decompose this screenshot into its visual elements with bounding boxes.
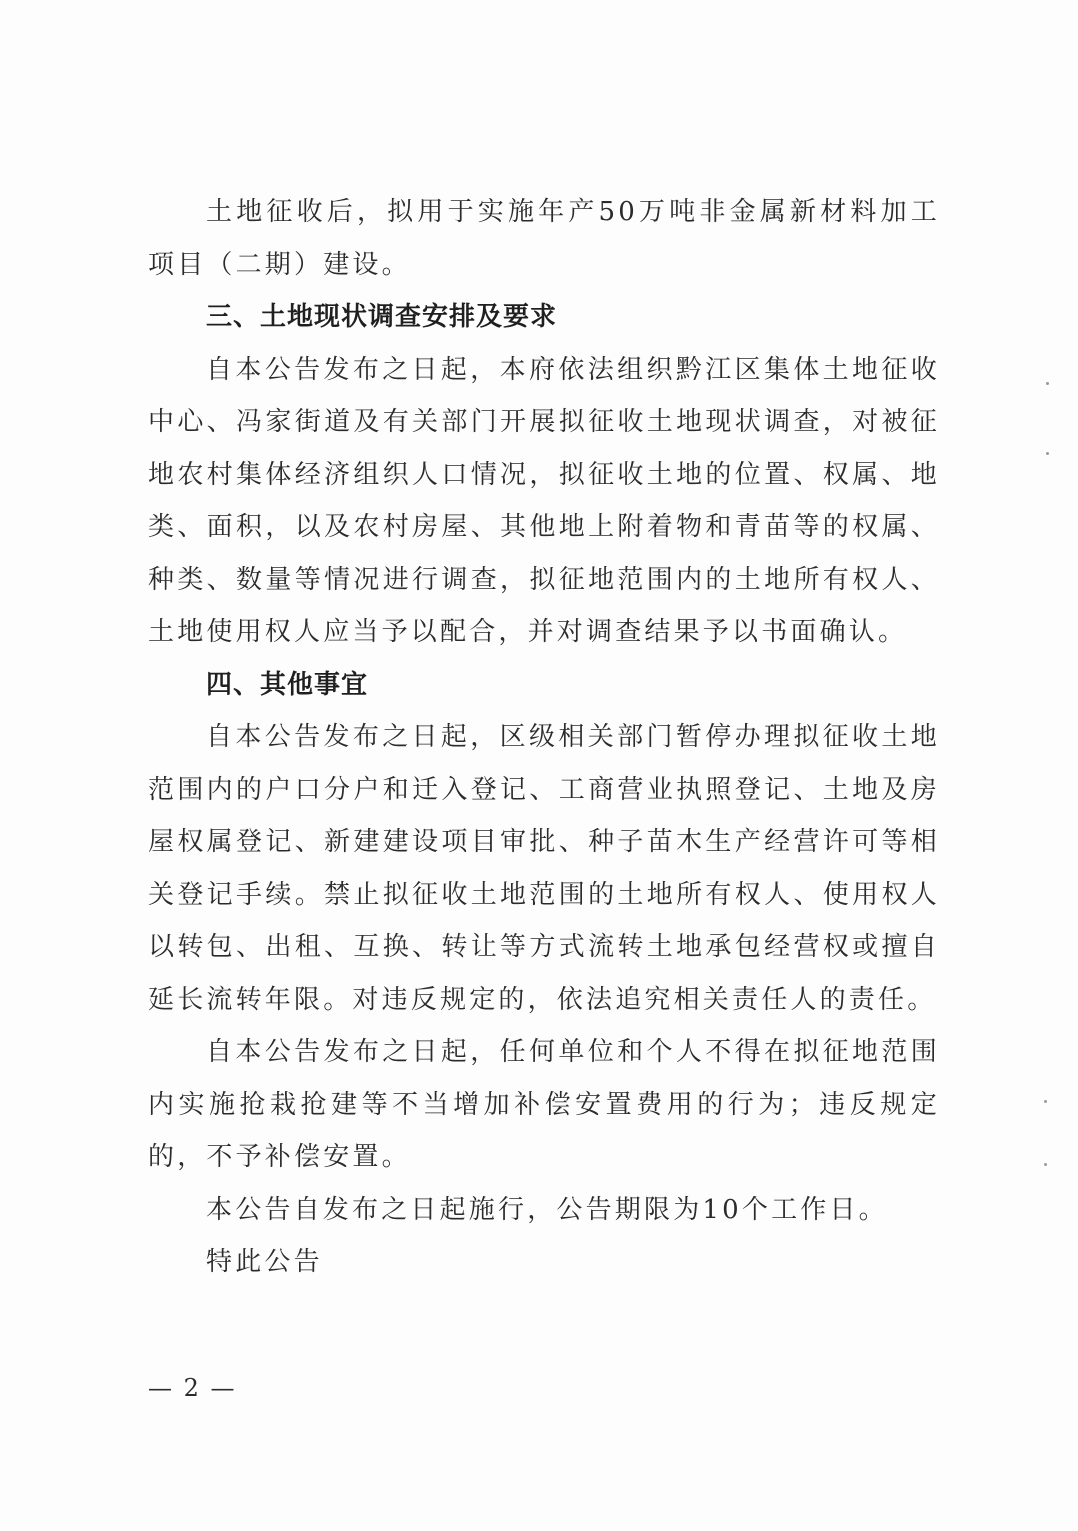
paragraph-land-use: 土地征收后，拟用于实施年产50万吨非金属新材料加工项目（二期）建设。 bbox=[148, 197, 940, 280]
scan-speck bbox=[1046, 452, 1049, 455]
paragraph-effective-date: 本公告自发布之日起施行，公告期限为10个工作日。 bbox=[206, 1194, 888, 1225]
paragraph-prohibition: 自本公告发布之日起，任何单位和个人不得在拟征地范围内实施抢栽抢建等不当增加补偿安置费用的行为；违反规定的，不予补偿安置。 bbox=[148, 1037, 940, 1172]
document-body bbox=[148, 186, 940, 1289]
scan-speck bbox=[1044, 1100, 1047, 1103]
paragraph-survey: 自本公告发布之日起，本府依法组织黔江区集体土地征收中心、冯家街道及有关部门开展拟征收土地现状调查，对被征地农村集体经济组织人口情况，拟征收土地的位置、权属、地类、面积，以及农村房屋、其他地上附着物和青苗等的权属、种类、数量等情况进行调查，拟征地范围内的土地所有权人、土地使用权人应当予以配合，并对调查结果予以书面确认。 bbox=[148, 354, 940, 647]
paragraph-suspension: 自本公告发布之日起，区级相关部门暂停办理拟征收土地范围内的户口分户和迁入登记、工商营业执照登记、土地及房屋权属登记、新建建设项目审批、种子苗木生产经营许可等相关登记手续。禁止拟征收土地范围的土地所有权人、使用权人以转包、出租、互换、转让等方式流转土地承包经营权或擅自延长流转年限。对违反规定的，依法追究相关责任人的责任。 bbox=[148, 722, 940, 1015]
scan-speck bbox=[1046, 382, 1049, 385]
scan-speck bbox=[1044, 1163, 1047, 1166]
closing-line: 特此公告 bbox=[206, 1247, 323, 1277]
section-heading-survey: 三、土地现状调查安排及要求 bbox=[206, 302, 558, 332]
page-number: — 2 — bbox=[148, 1374, 237, 1402]
section-heading-other: 四、其他事宜 bbox=[206, 669, 369, 700]
